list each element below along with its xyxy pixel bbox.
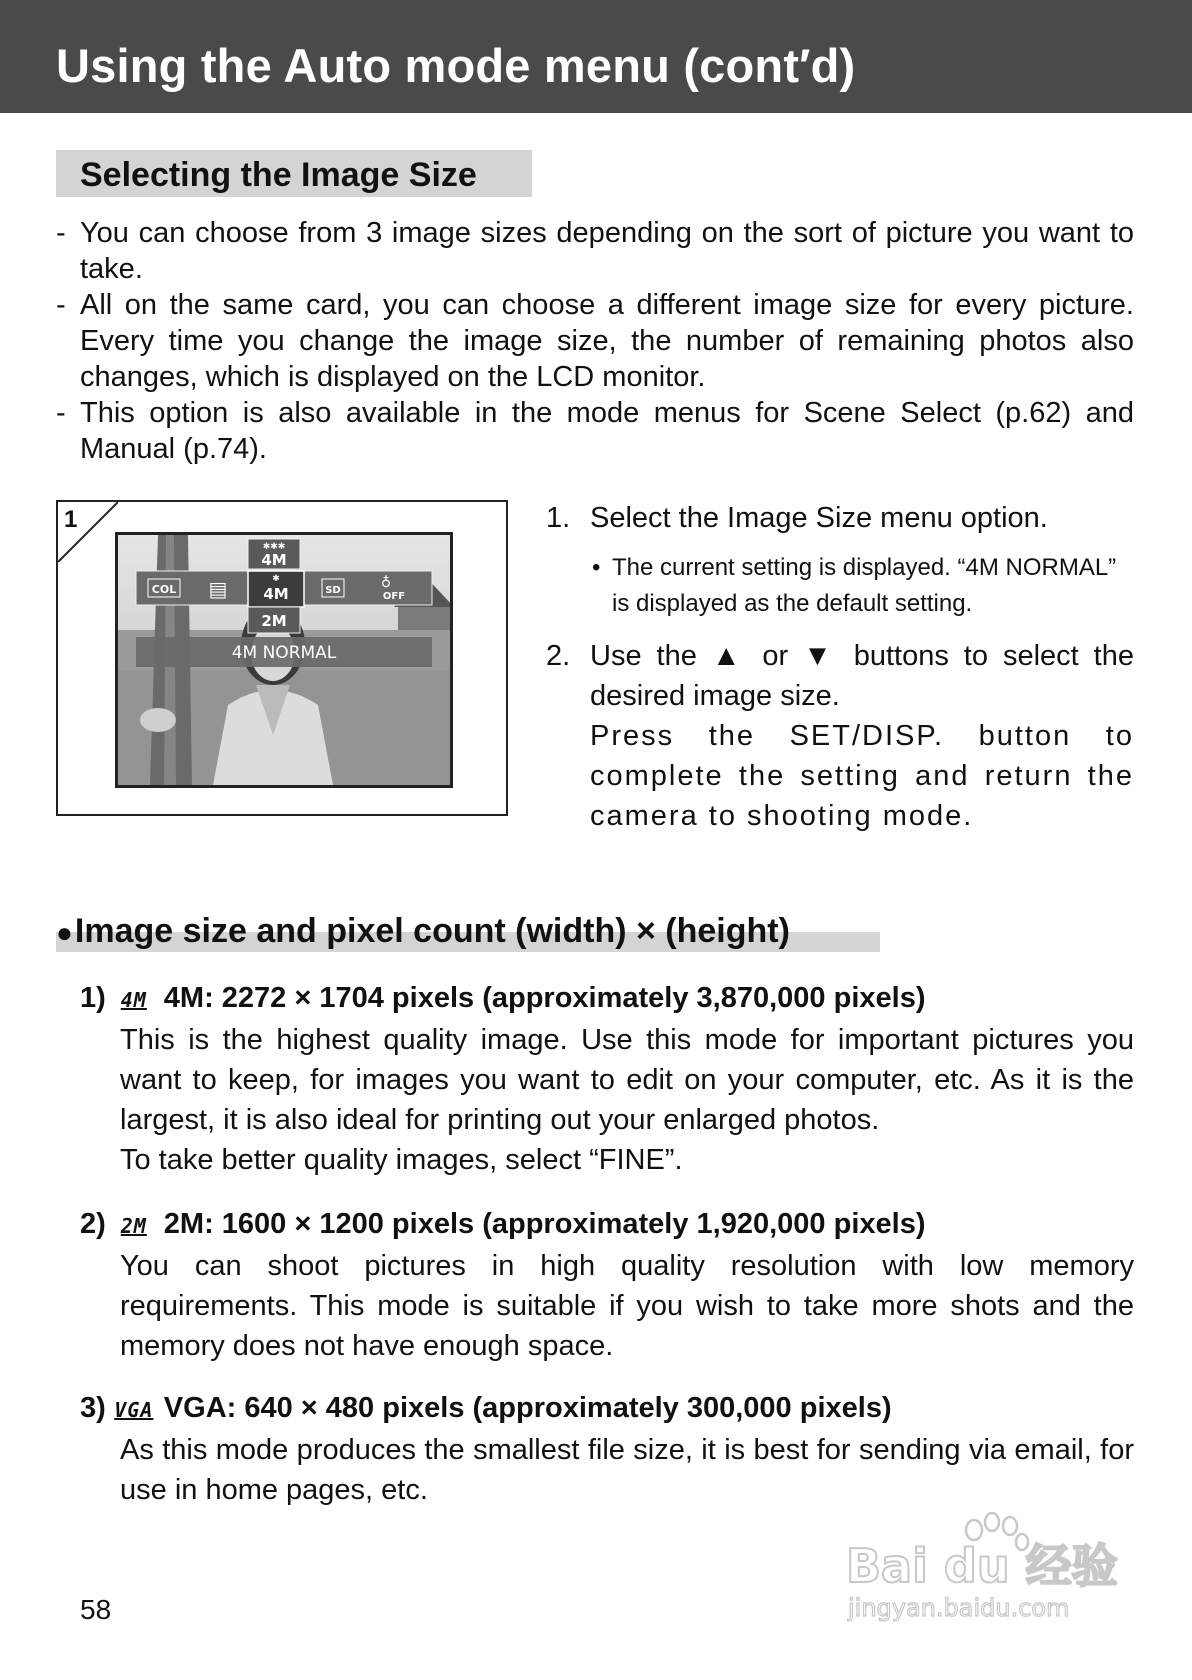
- size-vga-icon: VGA: [114, 1398, 154, 1422]
- heading-bullet: ●: [56, 917, 73, 948]
- size-4m-icon: 4M: [120, 988, 147, 1012]
- svg-text:✱: ✱: [272, 574, 280, 584]
- intro-text: This option is also available in the mode menus for Scene Select (p.62) and Manual (p.74).: [80, 397, 1134, 465]
- svg-text:✱✱✱: ✱✱✱: [262, 542, 286, 552]
- lcd-continuous-icon: ▤: [208, 577, 228, 601]
- size-item-2m: [80, 1204, 1134, 1366]
- lcd-bottom-option: 2M: [261, 612, 287, 630]
- lcd-top-option: 4M: [261, 551, 287, 569]
- lcd-timer-off-icon: OFF: [382, 591, 406, 602]
- size-description-tip: To take better quality images, select “FINE”.: [120, 1144, 683, 1176]
- step-text-continued: Press the SET/DISP. button to complete the setting and return the camera to shooting mode.: [590, 720, 1134, 832]
- intro-text: All on the same card, you can choose a different image size for every picture. Every time you change the image size, the number of remaining photos also changes, which is displayed on the LCD monitor.: [80, 289, 1134, 393]
- note-bullet: •: [592, 554, 601, 581]
- size-title: 1) 4M 4M: 2272 × 1704 pixels (approximately 3,870,000 pixels): [80, 978, 1134, 1020]
- pixel-count-heading: [56, 912, 880, 954]
- intro-item: [56, 215, 1134, 287]
- step-item: [546, 498, 1134, 538]
- dash-marker: -: [56, 217, 66, 249]
- intro-text: You can choose from 3 image sizes depending on the sort of picture you want to take.: [80, 217, 1134, 285]
- lcd-status: 4M NORMAL: [231, 643, 337, 663]
- size-item-vga: [80, 1388, 1134, 1510]
- size-title: 2) 2M 2M: 1600 × 1200 pixels (approximately 1,920,000 pixels): [80, 1204, 1134, 1246]
- svg-text:♁: ♁: [380, 575, 392, 591]
- size-description: You can shoot pictures in high quality resolution with low memory requirements. This mode is suitable if you wish to take more shots and the memory does not have enough space.: [120, 1250, 1134, 1362]
- page-title: Using the Auto mode menu (cont′d): [56, 39, 856, 92]
- section-heading-box: [56, 150, 532, 197]
- lcd-photo: [118, 535, 450, 785]
- size-2m-icon: 2M: [120, 1214, 147, 1238]
- step-number: 1.: [546, 502, 571, 534]
- step-text: Use the ▲ or ▼ buttons to select the desired image size.: [590, 640, 1134, 712]
- steps-list: [546, 498, 1134, 836]
- step-note: [546, 550, 1134, 622]
- dash-marker: -: [56, 289, 66, 321]
- size-title: 3) VGA VGA: 640 × 480 pixels (approximately 300,000 pixels): [80, 1388, 1134, 1430]
- intro-item: [56, 395, 1134, 467]
- step-item: [546, 636, 1134, 836]
- intro-list: [56, 215, 1134, 467]
- section-heading: Selecting the Image Size: [80, 156, 477, 194]
- page-number: 58: [80, 1594, 112, 1625]
- note-text: The current setting is displayed. “4M NORMAL” is displayed as the default setting.: [612, 554, 1117, 617]
- lcd-screen: [115, 532, 453, 788]
- watermark-url: jingyan.baidu.com: [848, 1594, 1070, 1622]
- step-number: 2.: [546, 640, 571, 672]
- lcd-figure: [56, 500, 508, 816]
- lcd-sd-icon: SD: [325, 585, 341, 596]
- dash-marker: -: [56, 397, 66, 429]
- lcd-col-icon: COL: [151, 583, 177, 596]
- pixel-count-heading-text: ●Image size and pixel count (width) × (height): [56, 912, 790, 950]
- size-description: This is the highest quality image. Use this mode for important pictures you want to keep, for images you want to edit on your computer, etc. As it is the largest, it is also ideal for printing out your enlarged photos.: [120, 1024, 1134, 1136]
- step-text: Select the Image Size menu option.: [590, 502, 1048, 534]
- figure-number: 1: [64, 506, 78, 533]
- lcd-size-icon: 4M: [263, 585, 289, 603]
- size-item-4m: [80, 978, 1134, 1180]
- page-header: [0, 0, 1192, 113]
- size-description: As this mode produces the smallest file size, it is best for sending via email, for use in home pages, etc.: [120, 1434, 1134, 1506]
- watermark-brand: Bai du 经验: [846, 1539, 1118, 1593]
- intro-item: [56, 287, 1134, 395]
- baidu-watermark: [844, 1508, 1134, 1628]
